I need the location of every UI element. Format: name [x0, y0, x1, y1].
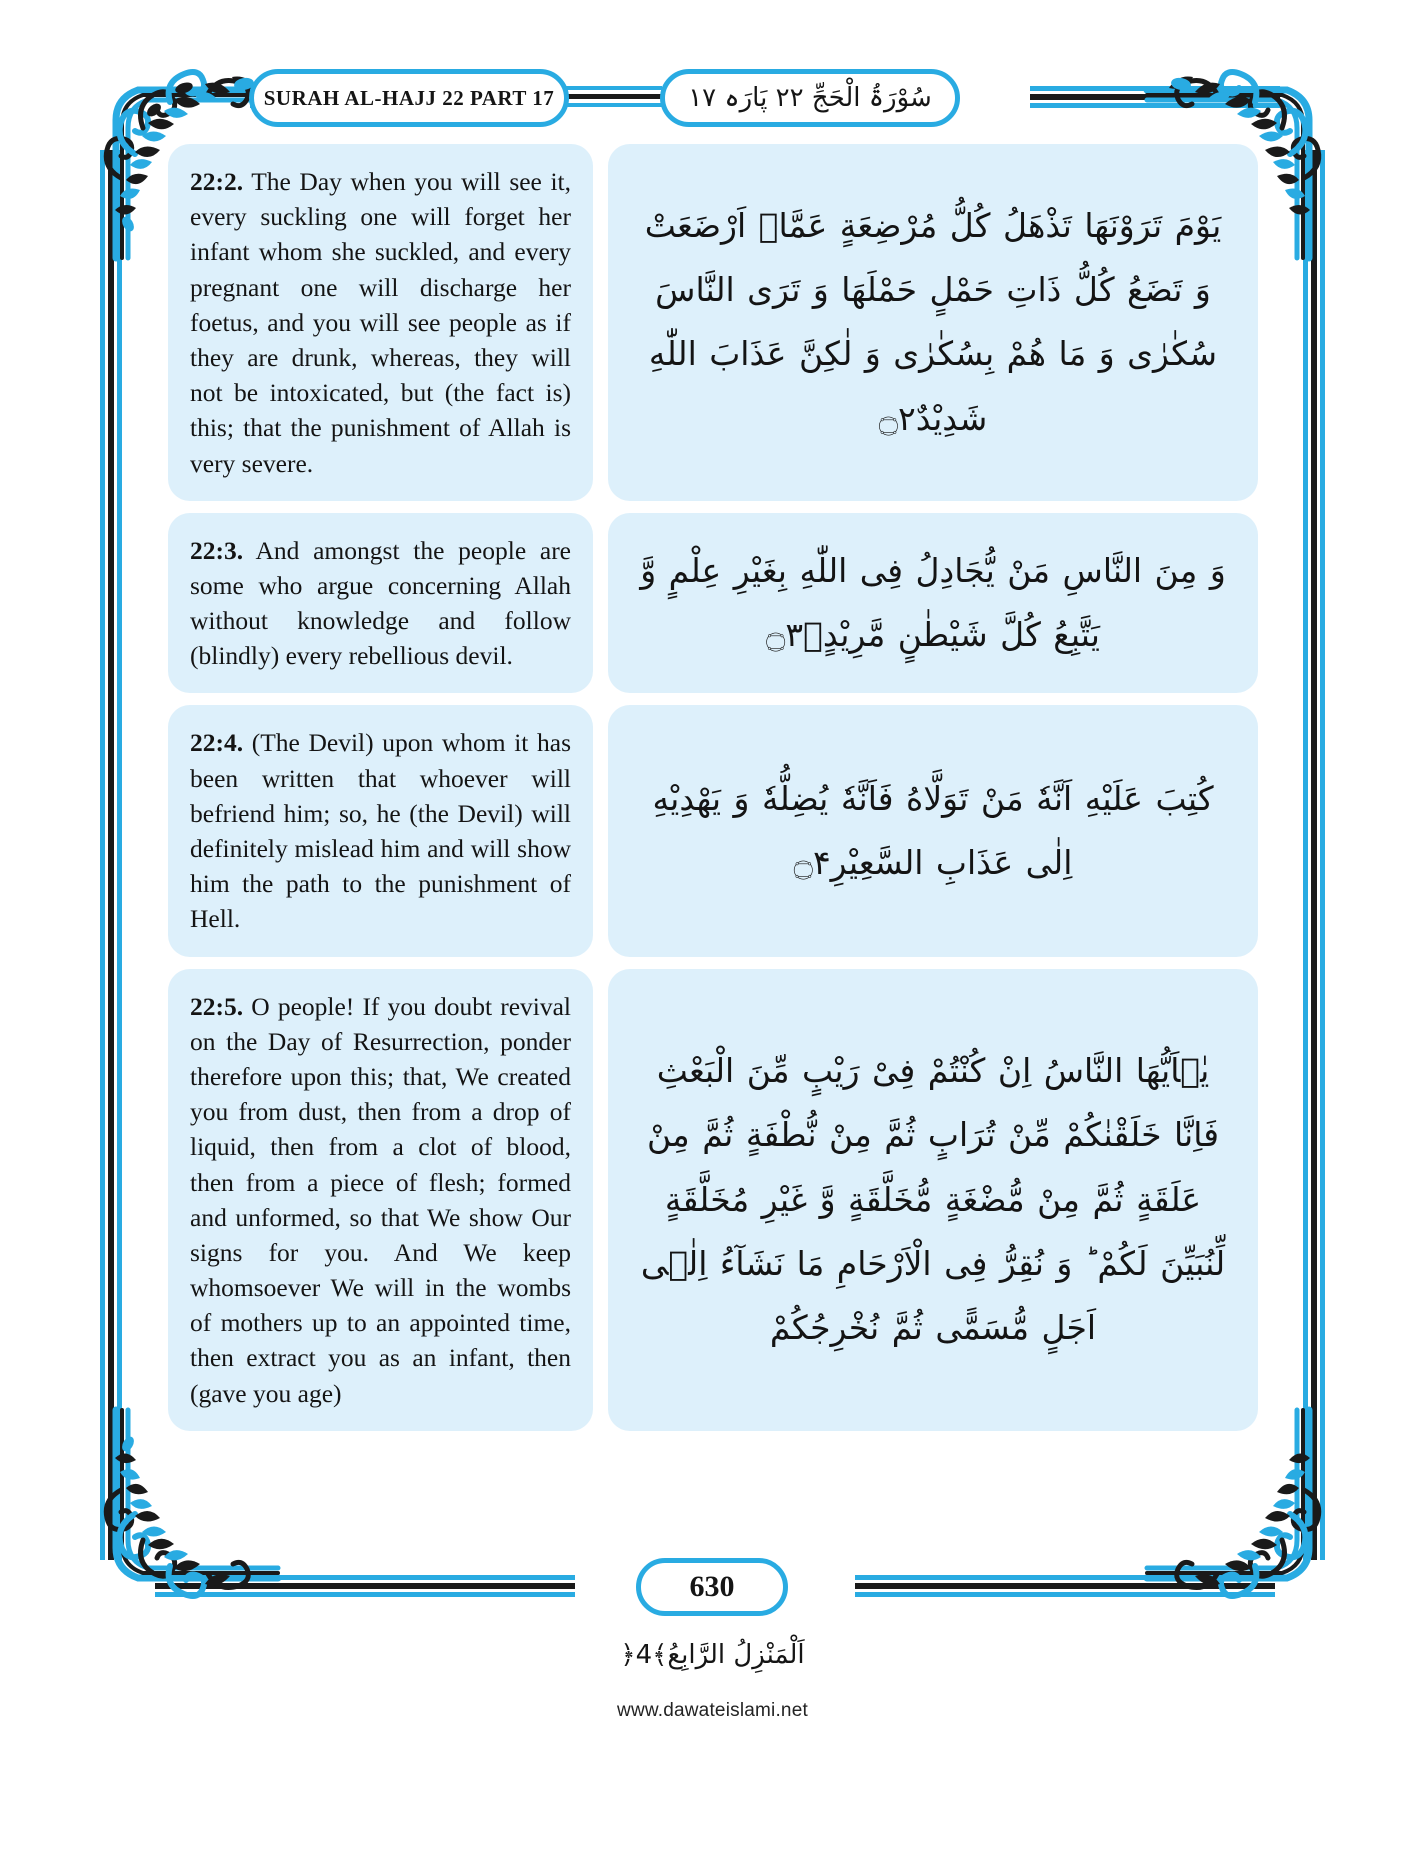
verse-arabic-text: یَوْمَ تَرَوْنَهَا تَذْهَلُ كُلُّ مُرْضِعَةٍ عَمَّاۤ اَرْضَعَتْ وَ تَضَعُ كُلُّ ذَاتِ حَمْلٍ حَمْلَهَا وَ تَرَى النَّاسَ سُكٰرٰى وَ مَا هُمْ بِسُكٰرٰى وَ لٰكِنَّ عَذَابَ اللّٰهِ شَدِیْدٌ۝۲ — [644, 205, 1222, 438]
surah-header-arabic-label: سُوْرَۃُ الْحَجِّ ۲۲ پَارَہ ۱۷ — [688, 83, 932, 113]
manzil-arabic-text: اَلْمَنْزِلُ الرَّابِعُ — [667, 1640, 805, 1670]
website-url — [0, 1700, 1425, 1722]
page-border-bottom-left — [155, 1575, 575, 1597]
verse-translation-body: (The Devil) upon whom it has been written that whoever will befriend him; so, he (the Devil) will definitely mislead him and will show him the path to the punishment of Hell. — [190, 728, 571, 934]
page-border-bottom-right — [855, 1575, 1275, 1597]
verse-row — [168, 144, 1258, 501]
verse-row — [168, 513, 1258, 694]
page-number-label: 630 — [689, 1570, 735, 1603]
verse-row — [168, 969, 1258, 1431]
verse-arabic-block — [608, 705, 1258, 956]
verse-translation-block — [168, 969, 593, 1431]
verse-reference: 22:5. — [190, 991, 244, 1021]
verse-arabic-block — [608, 969, 1258, 1431]
page-border-left — [100, 150, 122, 1560]
surah-header-arabic — [660, 69, 960, 127]
verse-translation-text — [190, 989, 571, 1411]
manzil-number: 4 — [635, 1640, 653, 1670]
verse-reference: 22:3. — [190, 535, 244, 565]
surah-header-english-label: SURAH AL-HAJJ 22 PART 17 — [263, 85, 555, 110]
page-border-right — [1303, 150, 1325, 1560]
verse-translation-text — [190, 533, 571, 674]
verse-translation-body: The Day when you will see it, every suckling one will forget her infant whom she suckled, and every pregnant one will discharge her foetus, and you will see people as if they are drunk, whereas, they will not be intoxicated, but (the fact is) this; that the punishment of Allah is very severe. — [190, 167, 571, 478]
manzil-label — [0, 1640, 1425, 1670]
verse-arabic-text: وَ مِنَ النَّاسِ مَنْ یُّجَادِلُ فِی اللّٰهِ بِغَیْرِ عِلْمٍ وَّ یَتَّبِعُ كُلَّ شَیْطٰنٍ مَّرِیْدٍۙ۝۳ — [640, 550, 1226, 655]
verse-translation-text — [190, 164, 571, 481]
verse-translation-body: O people! If you doubt revival on the Day of Resurrection, ponder therefore upon this; that, We created you from dust, then from a drop of liquid, then from a clot of blood, then from a piece of flesh; formed and unformed, so that We show Our signs for you. And We keep whomsoever We will in the wombs of mothers up to an appointed time, then extract you as an infant, then (gave you age) — [190, 991, 571, 1408]
surah-header-english — [249, 69, 569, 127]
verse-arabic-text: كُتِبَ عَلَیْهِ اَنَّهٗ مَنْ تَوَلَّاهُ فَاَنَّهٗ یُضِلُّهٗ وَ یَهْدِیْهِ اِلٰى عَذَابِ السَّعِیْرِ۝۴ — [652, 778, 1214, 882]
verse-reference: 22:4. — [190, 728, 244, 758]
page-border-top-right — [1030, 86, 1280, 108]
verse-translation-block — [168, 144, 593, 501]
manzil-number-bracket: ﴿ — [620, 1640, 636, 1670]
verse-reference: 22:2. — [190, 167, 244, 196]
verse-arabic-block — [608, 513, 1258, 694]
verse-translation-block — [168, 705, 593, 956]
verses-container — [168, 144, 1258, 1549]
website-url-label: www.dawateislami.net — [617, 1700, 808, 1721]
verse-arabic-block — [608, 144, 1258, 501]
manzil-number-bracket: ﴾ — [652, 1640, 668, 1670]
header-connector-rule — [566, 86, 662, 108]
verse-translation-body: And amongst the people are some who argue concerning Allah without knowledge and follow (blindly) every rebellious devil. — [190, 535, 571, 671]
verse-translation-text — [190, 725, 571, 936]
verse-row — [168, 705, 1258, 956]
page-number-badge — [636, 1558, 788, 1616]
verse-arabic-text: یٰۤاَیُّهَا النَّاسُ اِنْ كُنْتُمْ فِیْ رَیْبٍ مِّنَ الْبَعْثِ فَاِنَّا خَلَقْنٰكُمْ مِّنْ تُرَابٍ ثُمَّ مِنْ نُّطْفَةٍ ثُمَّ مِنْ عَلَقَةٍ ثُمَّ مِنْ مُّضْغَةٍ مُّخَلَّقَةٍ وَّ غَیْرِ مُخَلَّقَةٍ لِّنُبَیِّنَ لَكُمْ ؕ وَ نُقِرُّ فِی الْاَرْحَامِ مَا نَشَآءُ اِلٰۤى اَجَلٍ مُّسَمًّى ثُمَّ نُخْرِجُكُمْ — [640, 1050, 1226, 1348]
verse-translation-block — [168, 513, 593, 694]
